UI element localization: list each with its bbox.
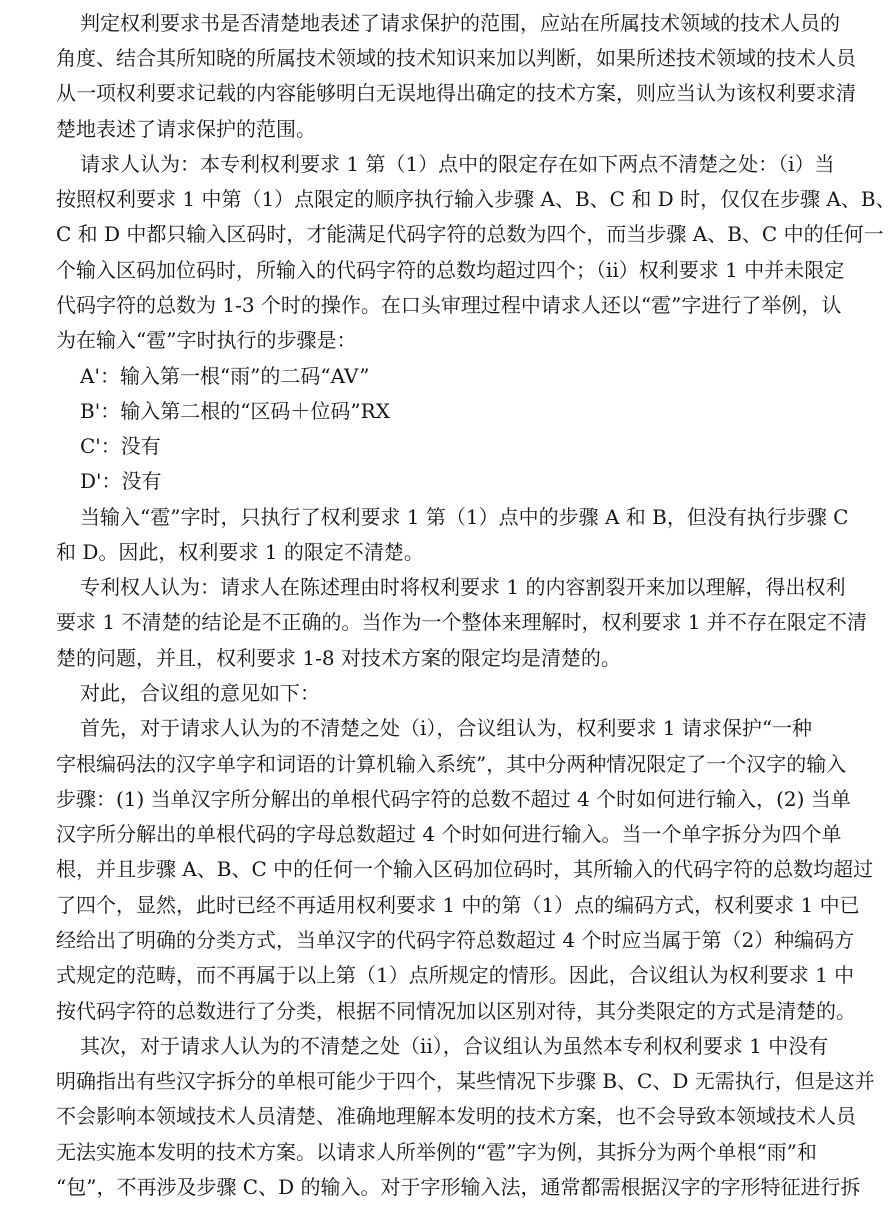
text-line: 其次，对于请求人认为的不清楚之处（ⅱ），合议组认为虽然本专利权利要求 1 中没有 xyxy=(80,1034,829,1058)
text-line: 和 D。因此，权利要求 1 的限定不清楚。 xyxy=(56,540,424,564)
text-line: 按代码字符的总数进行了分类，根据不同情况加以区别对待，其分类限定的方式是清楚的。 xyxy=(56,999,856,1023)
text-line: 不会影响本领域技术人员清楚、准确地理解本发明的技术方案，也不会导致本领域技术人员 xyxy=(56,1104,856,1128)
text-line: 从一项权利要求记载的内容能够明白无误地得出确定的技术方案，则应当认为该权利要求清 xyxy=(56,81,856,105)
text-line: 个输入区码加位码时，所输入的代码字符的总数均超过四个；（ⅱ）权利要求 1 中并未限定 xyxy=(56,258,845,282)
text-line: 了四个，显然，此时已经不再适用权利要求 1 中的第（1）点的编码方式，权利要求 1 中已 xyxy=(56,893,860,917)
text-line: 汉字所分解出的单根代码的字母总数超过 4 个时如何进行输入。当一个单字拆分为四个单 xyxy=(56,822,842,846)
step-item: B'：输入第二根的“区码＋位码”RX xyxy=(80,399,390,423)
text-line: 无法实施本发明的技术方案。以请求人所举例的“雹”字为例，其拆分为两个单根“雨”和 xyxy=(56,1140,817,1164)
text-line: 对此，合议组的意见如下： xyxy=(80,681,320,705)
text-line: 式规定的范畴，而不再属于以上第（1）点所规定的情形。因此，合议组认为权利要求 1 中 xyxy=(56,963,855,987)
text-line: 按照权利要求 1 中第（1）点限定的顺序执行输入步骤 A、B、C 和 D 时，仅仅在步骤 A、B、 xyxy=(56,187,896,211)
text-line: 楚地表述了请求保护的范围。 xyxy=(56,117,316,141)
text-line: 代码字符的总数为 1-3 个时的操作。在口头审理过程中请求人还以“雹”字进行了举例，认 xyxy=(56,293,842,317)
text-line: 要求 1 不清楚的结论是不正确的。当作为一个整体来理解时，权利要求 1 并不存在限定不清 xyxy=(56,610,867,634)
text-line: 判定权利要求书是否清楚地表述了请求保护的范围，应站在所属技术领域的技术人员的 xyxy=(80,11,840,35)
text-line: 经给出了明确的分类方式，当单汉字的代码字符总数超过 4 个时应当属于第（2）种编码方 xyxy=(56,928,855,952)
text-line: 请求人认为：本专利权利要求 1 第（1）点中的限定存在如下两点不清楚之处：（ⅰ）当 xyxy=(80,152,835,176)
text-line: 专利权人认为：请求人在陈述理由时将权利要求 1 的内容割裂开来加以理解，得出权利 xyxy=(80,575,846,599)
text-line: 首先，对于请求人认为的不清楚之处（ⅰ），合议组认为，权利要求 1 请求保护“一种 xyxy=(80,716,813,740)
text-line: 角度、结合其所知晓的所属技术领域的技术知识来加以判断，如果所述技术领域的技术人员 xyxy=(56,46,856,70)
text-line: “包”，不再涉及步骤 C、D 的输入。对于字形输入法，通常都需根据汉字的字形特征进行拆 xyxy=(56,1175,861,1199)
text-line: 当输入“雹”字时，只执行了权利要求 1 第（1）点中的步骤 A 和 B，但没有执行步骤 C xyxy=(80,505,849,529)
text-line: 步骤：(1) 当单汉字所分解出的单根代码字符的总数不超过 4 个时如何进行输入，(2) 当单 xyxy=(56,787,851,811)
step-item: D'：没有 xyxy=(80,469,162,493)
step-item: C'：没有 xyxy=(80,434,161,458)
text-line: 根，并且步骤 A、B、C 中的任何一个输入区码加位码时，其所输入的代码字符的总数均超过 xyxy=(56,857,874,881)
text-line: 明确指出有些汉字拆分的单根可能少于四个，某些情况下步骤 B、C、D 无需执行，但是这并 xyxy=(56,1069,875,1093)
text-line: 字根编码法的汉字单字和词语的计算机输入系统”，其中分两种情况限定了一个汉字的输入 xyxy=(56,752,847,776)
text-line: 楚的问题，并且，权利要求 1-8 对技术方案的限定均是清楚的。 xyxy=(56,646,621,670)
text-line: 为在输入“雹”字时执行的步骤是： xyxy=(56,328,357,352)
text-line: C 和 D 中都只输入区码时，才能满足代码字符的总数为四个，而当步骤 A、B、C 中的任何一 xyxy=(56,222,884,246)
step-item: A'：输入第一根“雨”的二码“AV” xyxy=(80,364,370,388)
